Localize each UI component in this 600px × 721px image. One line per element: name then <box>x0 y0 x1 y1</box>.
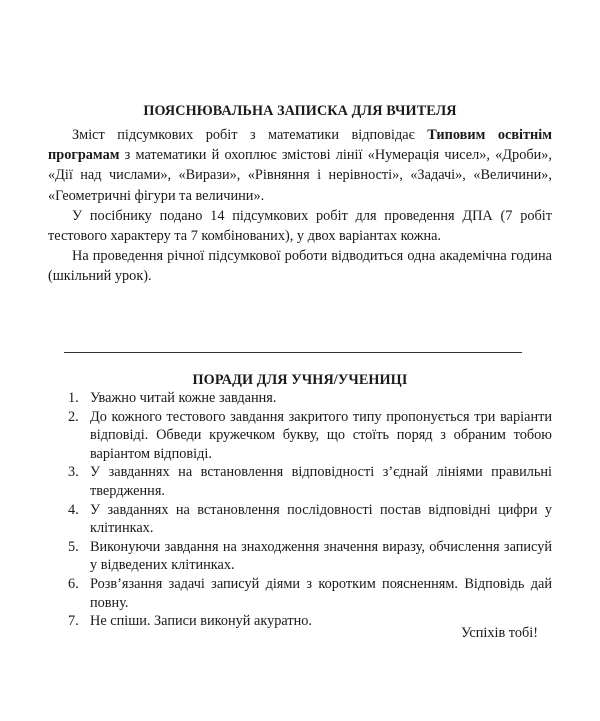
tip-number: 5. <box>68 538 79 555</box>
tip-text: У завданнях на встановлення послідовності постав відповідні цифри у клітинках. <box>90 501 552 537</box>
tip-item <box>48 408 552 464</box>
tip-item <box>48 501 552 538</box>
tip-number: 4. <box>68 501 79 518</box>
section-divider <box>64 352 522 353</box>
page <box>48 0 552 721</box>
teacher-note-body <box>48 125 552 287</box>
tip-number: 2. <box>68 408 79 425</box>
tip-text: До кожного тестового завдання закритого типу пропонується три варіанти відповіді. Обведи кружечком букву, що стоїть поряд з обраним тобою варіантом відповіді. <box>90 408 552 462</box>
tip-number: 6. <box>68 575 79 592</box>
tip-number: 7. <box>68 613 79 630</box>
note-p1-lead: Зміст підсумкових робіт з математики відповідає <box>72 127 428 143</box>
tip-text: Не спіши. Записи виконуй акуратно. <box>90 613 312 630</box>
tip-number: 3. <box>68 464 79 481</box>
note-p1-rest: з математики й охоплює змістові лінії «Нумерація чисел», «Дроби», «Дії над числами», «Вирази», «Рівняння і нерівності», «Задачі», «Величини», «Геометричні фігури та величини». <box>48 147 552 204</box>
tip-text: Уважно читай кожне завдання. <box>90 390 277 406</box>
note-paragraph-2: У посібнику подано 14 підсумкових робіт для проведення ДПА (7 робіт тестового характеру та 7 комбінованих), у двох варіантах кожна. <box>48 207 552 245</box>
tip-item <box>48 463 552 500</box>
tip-number: 1. <box>68 390 79 406</box>
tip-text: У завданнях на встановлення відповідності з’єднай лініями правильні твердження. <box>90 464 552 499</box>
teacher-note-title: ПОЯСНЮВАЛЬНА ЗАПИСКА ДЛЯ ВЧИТЕЛЯ <box>143 103 457 119</box>
student-tips-title: ПОРАДИ ДЛЯ УЧНЯ/УЧЕНИЦІ <box>192 372 408 388</box>
tip-item <box>48 389 552 408</box>
tip-text: Розв’язання задачі записуй діями з коротким поясненням. Відповідь дай повну. <box>90 575 552 611</box>
tip-item <box>48 575 552 612</box>
tip-item <box>48 538 552 575</box>
note-paragraph-3: На проведення річної підсумкової роботи відводиться одна академічна година (шкільний урок). <box>48 248 552 285</box>
note-paragraph-1 <box>48 125 552 206</box>
note-p1-bold: Типовим освітнім програмам <box>48 127 552 164</box>
tip-text: Виконуючи завдання на знаходження значення виразу, обчислення записуй у відведених клітинках. <box>90 538 552 574</box>
closing-wish: Успіхів тобі! <box>460 625 538 641</box>
tips-list <box>48 389 552 631</box>
